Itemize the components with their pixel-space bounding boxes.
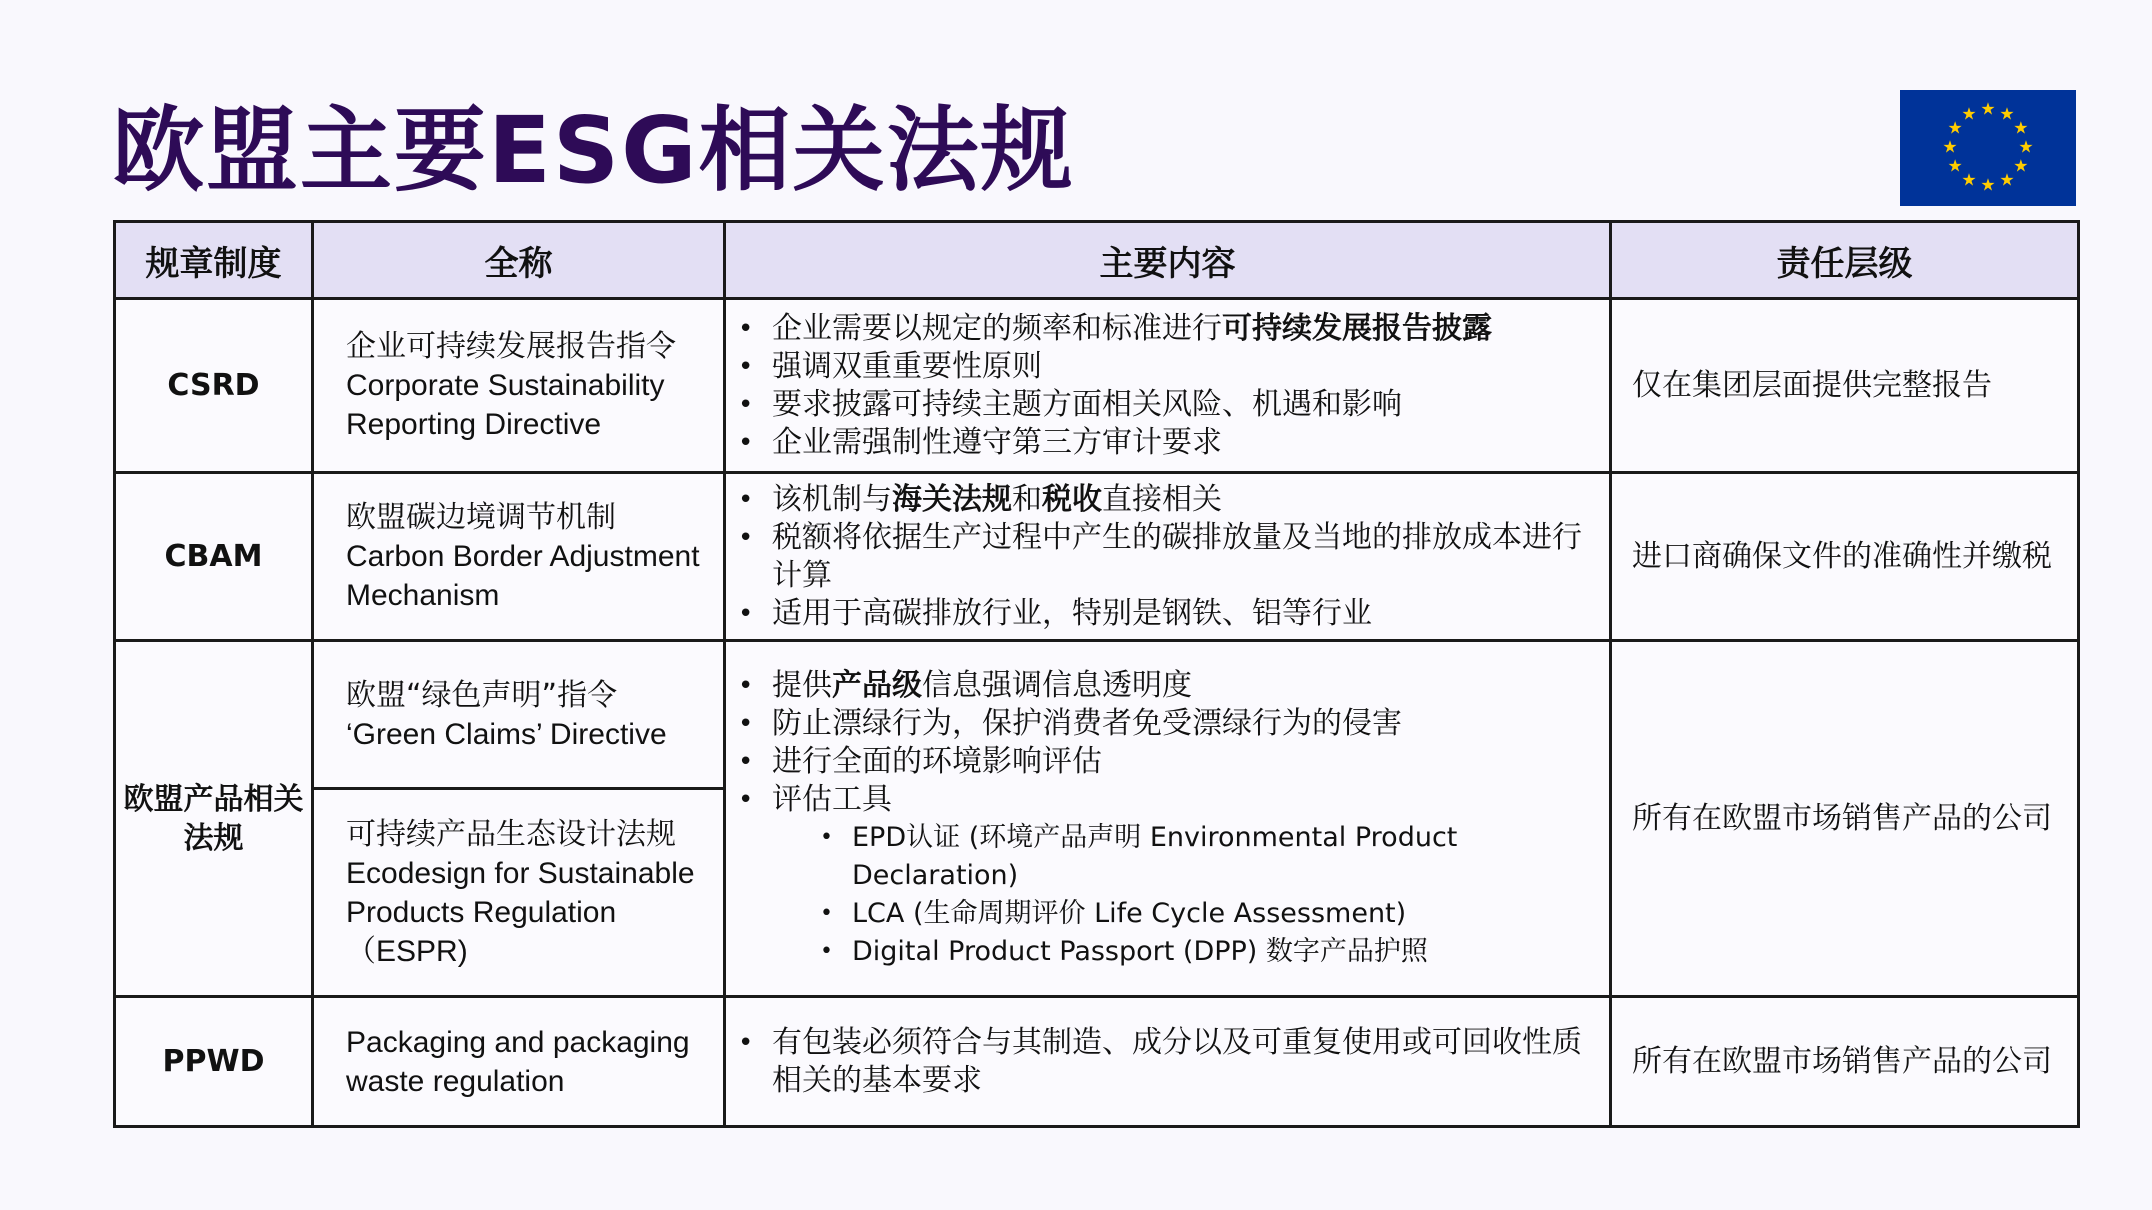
bullet-list	[736, 667, 1599, 971]
regulation-cell: PPWD	[115, 997, 313, 1127]
responsibility-cell: 所有在欧盟市场销售产品的公司	[1611, 997, 2079, 1127]
full-name-cell	[313, 641, 725, 789]
table-header-row	[115, 222, 2079, 299]
list-item: • 企业需强制性遵守第三方审计要求	[772, 424, 1599, 462]
bullet-list	[736, 481, 1599, 633]
flag-star-icon: ★	[1942, 137, 1958, 158]
list-item: • 评估工具 • EPD认证 (环境产品声明 Environmental Product Declaration) • LCA (生命周期评价 Life Cycle Assessment) • Digital Product Passport (DPP) 数字产品护照	[772, 781, 1599, 971]
list-item: • Digital Product Passport (DPP) 数字产品护照	[852, 933, 1599, 971]
full-name-en: Carbon Border Adjustment	[346, 540, 700, 573]
header-main-content: 主要内容	[725, 222, 1611, 299]
list-item: • 要求披露可持续主题方面相关风险、机遇和影响	[772, 386, 1599, 424]
list-item: • 有包装必须符合与其制造、成分以及可重复使用或可回收性质相关的基本要求	[772, 1024, 1599, 1100]
main-content-cell	[725, 997, 1611, 1127]
full-name-en: Packaging and packaging	[346, 1025, 690, 1059]
responsibility-cell: 所有在欧盟市场销售产品的公司	[1611, 641, 2079, 997]
eu-flag-icon	[1900, 90, 2076, 206]
full-name-cn: 可持续产品生态设计法规	[346, 816, 676, 852]
regulations-table	[113, 220, 2080, 1128]
flag-star-icon: ★	[1947, 118, 1963, 139]
main-content-cell	[725, 641, 1611, 997]
flag-star-icon: ★	[1980, 175, 1996, 196]
table-row	[115, 299, 2079, 473]
flag-star-icon: ★	[2013, 118, 2029, 139]
table-row	[115, 473, 2079, 641]
header-regulation: 规章制度	[115, 222, 313, 299]
list-item: • 企业需要以规定的频率和标准进行可持续发展报告披露	[772, 310, 1599, 348]
full-name-en: waste regulation	[346, 1064, 565, 1098]
full-name-en: Ecodesign for Sustainable	[346, 856, 695, 890]
regulation-cell: CSRD	[115, 299, 313, 473]
full-name-en: ‘Green Claims’ Directive	[346, 717, 667, 751]
flag-star-icon: ★	[1961, 170, 1977, 191]
flag-star-icon: ★	[2018, 137, 2034, 158]
bullet-list	[736, 1024, 1599, 1100]
flag-star-icon: ★	[2013, 156, 2029, 177]
list-item: • 提供产品级信息强调信息透明度	[772, 667, 1599, 705]
regulation-cell: CBAM	[115, 473, 313, 641]
full-name-cell	[313, 789, 725, 997]
flag-star-icon: ★	[1980, 99, 1996, 120]
responsibility-cell: 仅在集团层面提供完整报告	[1611, 299, 2079, 473]
table-row	[115, 641, 2079, 789]
sub-bullet-list	[772, 819, 1599, 971]
header-responsibility: 责任层级	[1611, 222, 2079, 299]
full-name-en: Reporting Directive	[346, 408, 602, 441]
table-row	[115, 997, 2079, 1127]
responsibility-cell: 进口商确保文件的准确性并缴税	[1611, 473, 2079, 641]
page-title: 欧盟主要ESG相关法规	[112, 97, 1075, 204]
list-item: • 防止漂绿行为，保护消费者免受漂绿行为的侵害	[772, 705, 1599, 743]
list-item: • 适用于高碳排放行业，特别是钢铁、铝等行业	[772, 595, 1599, 633]
list-item: • EPD认证 (环境产品声明 Environmental Product Declaration)	[852, 819, 1599, 895]
full-name-en: Mechanism	[346, 579, 500, 612]
full-name-cn: 欧盟“绿色声明”指令	[346, 677, 618, 713]
bullet-list	[736, 310, 1599, 462]
full-name-cn: 欧盟碳边境调节机制	[346, 500, 616, 535]
flag-star-icon: ★	[1947, 156, 1963, 177]
list-item: • 强调双重重要性原则	[772, 348, 1599, 386]
list-item: • LCA (生命周期评价 Life Cycle Assessment)	[852, 895, 1599, 933]
flag-star-icon: ★	[1999, 170, 2015, 191]
flag-star-icon: ★	[1999, 104, 2015, 125]
full-name-cell	[313, 473, 725, 641]
full-name-cell	[313, 997, 725, 1127]
list-item: • 税额将依据生产过程中产生的碳排放量及当地的排放成本进行计算	[772, 519, 1599, 595]
main-content-cell	[725, 473, 1611, 641]
full-name-cell	[313, 299, 725, 473]
flag-star-icon: ★	[1961, 104, 1977, 125]
full-name-en: Corporate Sustainability	[346, 369, 665, 402]
main-content-cell	[725, 299, 1611, 473]
full-name-en: Products Regulation（ESPR)	[346, 895, 617, 968]
header-full-name: 全称	[313, 222, 725, 299]
regulation-cell: 欧盟产品相关法规	[115, 641, 313, 997]
list-item: • 该机制与海关法规和税收直接相关	[772, 481, 1599, 519]
list-item: • 进行全面的环境影响评估	[772, 743, 1599, 781]
full-name-cn: 企业可持续发展报告指令	[346, 329, 676, 364]
